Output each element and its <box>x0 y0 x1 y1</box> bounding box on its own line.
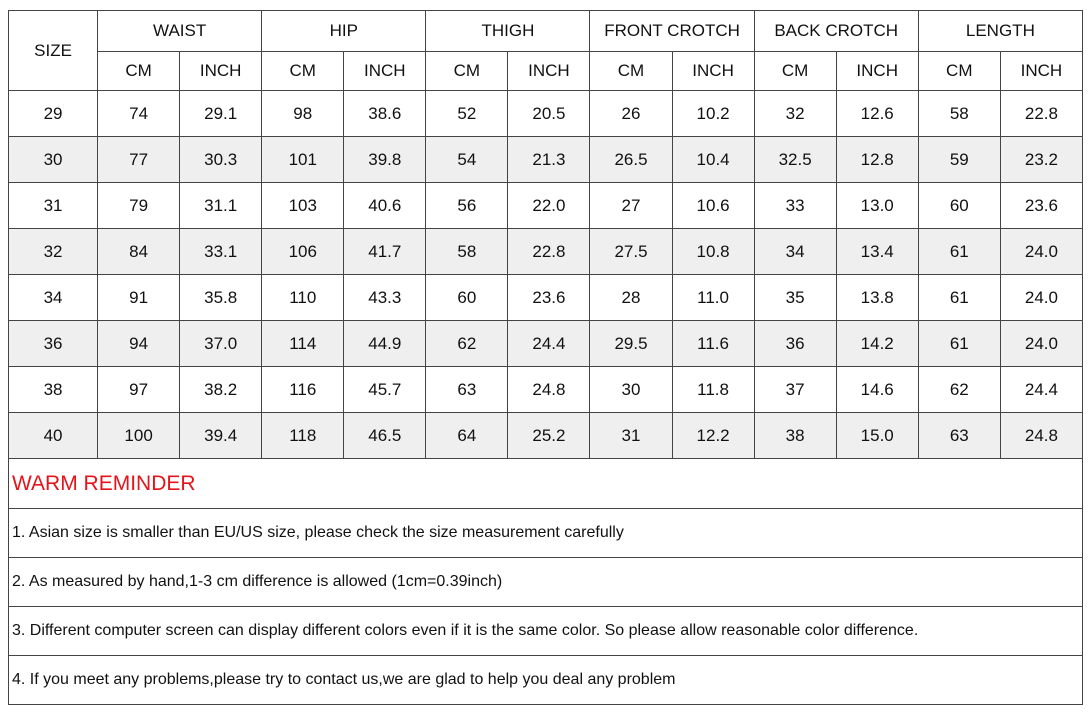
measurement-cell: 23.6 <box>508 275 590 321</box>
table-row <box>9 91 1083 137</box>
measurement-cell: 12.8 <box>836 137 918 183</box>
table-row <box>9 413 1083 459</box>
measurement-cell: 41.7 <box>344 229 426 275</box>
measurement-cell: 103 <box>262 183 344 229</box>
measurement-cell: 22.8 <box>508 229 590 275</box>
measurement-cell: 97 <box>98 367 180 413</box>
measurement-cell: 91 <box>98 275 180 321</box>
measurement-cell: 10.2 <box>672 91 754 137</box>
group-header: THIGH <box>426 11 590 52</box>
size-table <box>8 10 1083 459</box>
measurement-cell: 14.2 <box>836 321 918 367</box>
measurement-cell: 11.0 <box>672 275 754 321</box>
measurement-cell: 114 <box>262 321 344 367</box>
measurement-cell: 35 <box>754 275 836 321</box>
reminder-line: 3. Different computer screen can display different colors even if it is the same color. So please allow reasonable color difference. <box>9 607 1083 656</box>
unit-header-cm: CM <box>98 52 180 91</box>
unit-header-inch: INCH <box>836 52 918 91</box>
measurement-cell: 10.8 <box>672 229 754 275</box>
measurement-cell: 11.8 <box>672 367 754 413</box>
measurement-cell: 74 <box>98 91 180 137</box>
size-chart <box>8 10 1083 705</box>
measurement-cell: 29.1 <box>180 91 262 137</box>
measurement-cell: 38.2 <box>180 367 262 413</box>
measurement-cell: 44.9 <box>344 321 426 367</box>
size-cell: 36 <box>9 321 98 367</box>
measurement-cell: 43.3 <box>344 275 426 321</box>
group-header: LENGTH <box>918 11 1082 52</box>
unit-header-inch: INCH <box>180 52 262 91</box>
measurement-cell: 27.5 <box>590 229 672 275</box>
measurement-cell: 52 <box>426 91 508 137</box>
warm-reminder-title: WARM REMINDER <box>9 459 1083 509</box>
measurement-cell: 56 <box>426 183 508 229</box>
measurement-cell: 77 <box>98 137 180 183</box>
size-cell: 29 <box>9 91 98 137</box>
measurement-cell: 29.5 <box>590 321 672 367</box>
measurement-cell: 58 <box>918 91 1000 137</box>
table-row <box>9 367 1083 413</box>
size-header: SIZE <box>9 11 98 91</box>
unit-header-inch: INCH <box>1000 52 1082 91</box>
measurement-cell: 118 <box>262 413 344 459</box>
measurement-cell: 61 <box>918 321 1000 367</box>
measurement-cell: 54 <box>426 137 508 183</box>
measurement-cell: 12.2 <box>672 413 754 459</box>
measurement-cell: 30 <box>590 367 672 413</box>
measurement-cell: 28 <box>590 275 672 321</box>
measurement-cell: 40.6 <box>344 183 426 229</box>
measurement-cell: 24.4 <box>508 321 590 367</box>
measurement-cell: 13.0 <box>836 183 918 229</box>
table-row <box>9 137 1083 183</box>
measurement-cell: 63 <box>918 413 1000 459</box>
measurement-cell: 101 <box>262 137 344 183</box>
measurement-cell: 46.5 <box>344 413 426 459</box>
unit-header-inch: INCH <box>508 52 590 91</box>
group-header-row <box>9 11 1083 52</box>
measurement-cell: 33.1 <box>180 229 262 275</box>
table-row <box>9 183 1083 229</box>
measurement-cell: 13.4 <box>836 229 918 275</box>
measurement-cell: 32.5 <box>754 137 836 183</box>
measurement-cell: 79 <box>98 183 180 229</box>
measurement-cell: 10.4 <box>672 137 754 183</box>
measurement-cell: 35.8 <box>180 275 262 321</box>
measurement-cell: 25.2 <box>508 413 590 459</box>
measurement-cell: 26 <box>590 91 672 137</box>
unit-header-row <box>9 52 1083 91</box>
warm-reminder <box>8 459 1083 705</box>
measurement-cell: 45.7 <box>344 367 426 413</box>
measurement-cell: 39.4 <box>180 413 262 459</box>
group-header: HIP <box>262 11 426 52</box>
measurement-cell: 98 <box>262 91 344 137</box>
size-table-body <box>9 91 1083 459</box>
measurement-cell: 10.6 <box>672 183 754 229</box>
measurement-cell: 24.0 <box>1000 275 1082 321</box>
measurement-cell: 38 <box>754 413 836 459</box>
measurement-cell: 38.6 <box>344 91 426 137</box>
measurement-cell: 26.5 <box>590 137 672 183</box>
measurement-cell: 14.6 <box>836 367 918 413</box>
measurement-cell: 59 <box>918 137 1000 183</box>
group-header: FRONT CROTCH <box>590 11 754 52</box>
measurement-cell: 36 <box>754 321 836 367</box>
unit-header-cm: CM <box>590 52 672 91</box>
measurement-cell: 24.4 <box>1000 367 1082 413</box>
measurement-cell: 15.0 <box>836 413 918 459</box>
size-cell: 40 <box>9 413 98 459</box>
measurement-cell: 61 <box>918 275 1000 321</box>
unit-header-cm: CM <box>754 52 836 91</box>
reminder-line: 2. As measured by hand,1-3 cm difference is allowed (1cm=0.39inch) <box>9 558 1083 607</box>
measurement-cell: 61 <box>918 229 1000 275</box>
measurement-cell: 21.3 <box>508 137 590 183</box>
measurement-cell: 39.8 <box>344 137 426 183</box>
measurement-cell: 116 <box>262 367 344 413</box>
measurement-cell: 22.8 <box>1000 91 1082 137</box>
measurement-cell: 37.0 <box>180 321 262 367</box>
measurement-cell: 62 <box>918 367 1000 413</box>
measurement-cell: 24.0 <box>1000 321 1082 367</box>
unit-header-cm: CM <box>262 52 344 91</box>
measurement-cell: 24.8 <box>508 367 590 413</box>
measurement-cell: 23.6 <box>1000 183 1082 229</box>
size-cell: 34 <box>9 275 98 321</box>
group-header: BACK CROTCH <box>754 11 918 52</box>
measurement-cell: 31.1 <box>180 183 262 229</box>
unit-header-cm: CM <box>426 52 508 91</box>
table-row <box>9 321 1083 367</box>
size-cell: 30 <box>9 137 98 183</box>
measurement-cell: 22.0 <box>508 183 590 229</box>
measurement-cell: 60 <box>426 275 508 321</box>
size-cell: 31 <box>9 183 98 229</box>
measurement-cell: 94 <box>98 321 180 367</box>
measurement-cell: 60 <box>918 183 1000 229</box>
size-cell: 32 <box>9 229 98 275</box>
measurement-cell: 11.6 <box>672 321 754 367</box>
measurement-cell: 62 <box>426 321 508 367</box>
measurement-cell: 23.2 <box>1000 137 1082 183</box>
measurement-cell: 110 <box>262 275 344 321</box>
table-row <box>9 229 1083 275</box>
measurement-cell: 13.8 <box>836 275 918 321</box>
reminder-line: 1. Asian size is smaller than EU/US size, please check the size measurement carefully <box>9 509 1083 558</box>
measurement-cell: 34 <box>754 229 836 275</box>
unit-header-cm: CM <box>918 52 1000 91</box>
measurement-cell: 31 <box>590 413 672 459</box>
measurement-cell: 64 <box>426 413 508 459</box>
unit-header-inch: INCH <box>672 52 754 91</box>
measurement-cell: 27 <box>590 183 672 229</box>
measurement-cell: 100 <box>98 413 180 459</box>
size-cell: 38 <box>9 367 98 413</box>
measurement-cell: 24.0 <box>1000 229 1082 275</box>
measurement-cell: 58 <box>426 229 508 275</box>
group-header: WAIST <box>98 11 262 52</box>
measurement-cell: 20.5 <box>508 91 590 137</box>
table-row <box>9 275 1083 321</box>
measurement-cell: 84 <box>98 229 180 275</box>
measurement-cell: 37 <box>754 367 836 413</box>
measurement-cell: 33 <box>754 183 836 229</box>
measurement-cell: 63 <box>426 367 508 413</box>
unit-header-inch: INCH <box>344 52 426 91</box>
measurement-cell: 24.8 <box>1000 413 1082 459</box>
reminder-line: 4. If you meet any problems,please try to contact us,we are glad to help you deal any problem <box>9 656 1083 705</box>
measurement-cell: 32 <box>754 91 836 137</box>
measurement-cell: 30.3 <box>180 137 262 183</box>
measurement-cell: 12.6 <box>836 91 918 137</box>
measurement-cell: 106 <box>262 229 344 275</box>
